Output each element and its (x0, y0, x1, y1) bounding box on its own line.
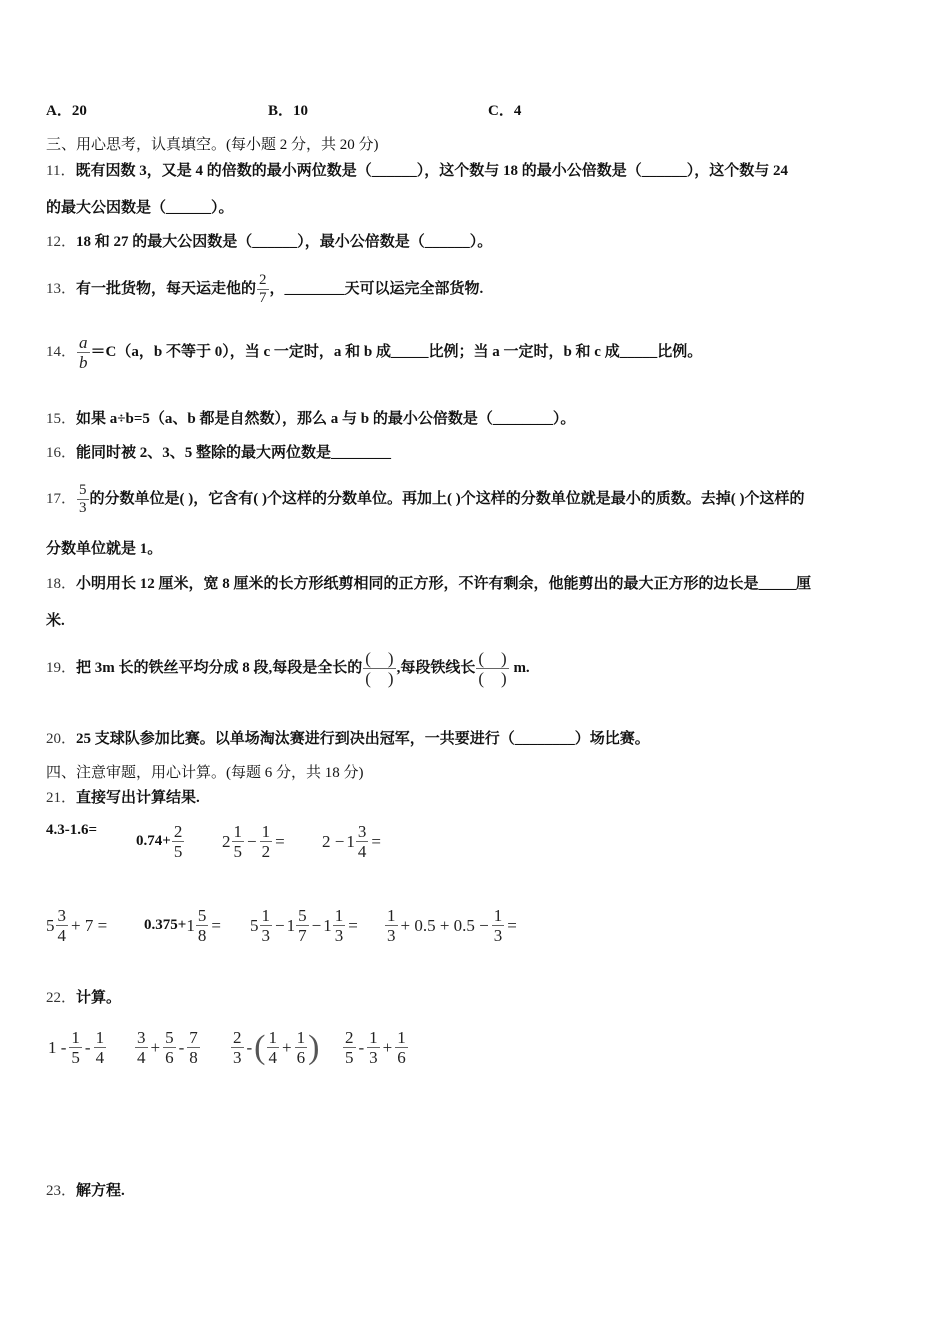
denominator: 3 (493, 926, 503, 945)
denominator: b (79, 353, 88, 373)
question-number: 18． (46, 576, 77, 592)
fraction (296, 906, 309, 945)
expression (134, 1028, 201, 1067)
operator: - (358, 1037, 365, 1057)
question-text: 能同时被 2、3、5 整除的最大两位数是________ (76, 445, 392, 461)
question-text: 有一批货物，每天运走他的 (76, 281, 257, 297)
operator: = (507, 915, 517, 935)
question-text: m. (509, 660, 530, 676)
numerator: 5 (165, 1028, 174, 1047)
denominator: 2 (261, 842, 271, 861)
fraction (135, 1028, 148, 1067)
denominator: 7 (298, 926, 307, 945)
numerator: 1 (261, 822, 271, 841)
whole-number: 1 (186, 915, 195, 935)
numerator: 1 (334, 906, 344, 925)
question-12 (46, 232, 492, 252)
question-18-cont: 米. (46, 613, 65, 629)
numerator: 5 (197, 906, 207, 925)
question-text: ＝C（a，b 不等于 0），当 c 一定时，a 和 b 成_____比例；当 a 一定时，b 和 c 成_____比例。 (90, 344, 703, 360)
numerator: 1 (71, 1028, 80, 1047)
question-text: ，________天可以运完全部货物. (269, 281, 484, 297)
fraction (163, 1028, 176, 1067)
numerator: 2 (173, 822, 183, 841)
question-18 (46, 574, 811, 594)
question-text: 解方程. (76, 1183, 125, 1199)
expression (250, 906, 360, 945)
question-number: 17． (46, 491, 77, 507)
numerator: 3 (357, 822, 367, 841)
operator: 2 − (322, 831, 345, 851)
numerator: 1 (369, 1028, 378, 1047)
operator: - (246, 1037, 253, 1057)
numerator: 1 (95, 1028, 105, 1047)
expression (46, 822, 97, 839)
question-22 (46, 988, 121, 1008)
question-20 (46, 729, 650, 749)
blank-fraction (476, 649, 508, 688)
fraction (94, 1028, 107, 1067)
whole-number: 5 (46, 915, 55, 935)
fraction (172, 822, 185, 861)
expression-text: 4.3-1.6= (46, 822, 98, 838)
numerator: 2 (259, 272, 267, 289)
denominator: 8 (197, 926, 207, 945)
operator: = (275, 831, 285, 851)
question-text: 把 3m 长的铁丝平均分成 8 段,每段是全长的 (76, 660, 363, 676)
fraction (187, 1028, 200, 1067)
question-21 (46, 788, 200, 808)
denominator: 6 (296, 1048, 306, 1067)
question-number: 22． (46, 990, 77, 1006)
parenthesis: ) (308, 1028, 320, 1066)
option-a: A．20 (46, 103, 87, 119)
fraction (77, 482, 89, 517)
question-14 (46, 330, 702, 374)
question-text: 计算。 (76, 990, 122, 1006)
numerator: 3 (137, 1028, 146, 1047)
option-c: C．4 (488, 103, 522, 119)
question-number: 14． (46, 344, 77, 360)
question-number: 23． (46, 1183, 77, 1199)
question-text: 如果 a÷b=5（a、b 都是自然数），那么 a 与 b 的最小公倍数是（________）。 (76, 411, 576, 427)
operator: + 7 = (71, 915, 108, 935)
fraction (231, 1028, 244, 1067)
operator: + 0.5 + 0.5 − (400, 915, 489, 935)
operator: = (348, 915, 358, 935)
numerator: 1 (387, 906, 396, 925)
whole-number: 5 (250, 915, 259, 935)
expression (46, 906, 109, 945)
question-number: 20． (46, 731, 77, 747)
operator: + (150, 1037, 161, 1057)
numerator: 1 (268, 1028, 277, 1047)
numerator-blank: ( ) (365, 649, 394, 669)
expression (384, 906, 519, 945)
whole-number: 1 (286, 915, 296, 935)
denominator: 5 (345, 1048, 354, 1067)
expression (320, 822, 383, 861)
question-number: 19． (46, 660, 77, 676)
question-text: 既有因数 3，又是 4 的倍数的最小两位数是（______），这个数与 18 的最小公倍数是（______），这个数与 24 (75, 163, 788, 179)
question-23 (46, 1181, 125, 1201)
fraction (232, 822, 245, 861)
parenthesis: ( (254, 1028, 266, 1066)
numerator: 5 (298, 906, 307, 925)
denominator: 3 (369, 1048, 378, 1067)
fraction (356, 822, 369, 861)
denominator: 3 (387, 926, 396, 945)
numerator: 5 (79, 482, 87, 499)
question-16 (46, 443, 391, 463)
denominator: 4 (137, 1048, 146, 1067)
expression (46, 1028, 107, 1067)
question-text: 直接写出计算结果. (76, 790, 200, 806)
question-number: 16． (46, 445, 77, 461)
numerator: a (79, 333, 88, 353)
denominator: 3 (79, 500, 87, 517)
question-text: 的分数单位是( )，它含有( )个这样的分数单位。再加上( )个这样的分数单位就是最小的质数。去掉( )个这样的 (89, 491, 805, 507)
operator: − (311, 915, 322, 935)
denominator: 7 (259, 290, 267, 307)
expression-text: 0.74+ (136, 833, 171, 849)
numerator: 1 (261, 906, 270, 925)
fraction (257, 272, 269, 307)
whole-number: 1 (346, 831, 355, 851)
operator: = (371, 831, 381, 851)
question-number: 11． (46, 163, 76, 179)
denominator: 5 (71, 1048, 80, 1067)
fraction (267, 1028, 280, 1067)
numerator: 7 (189, 1028, 198, 1047)
question-text: 25 支球队参加比赛。以单场淘汰赛进行到决出冠军，一共要进行（________）场比赛。 (76, 731, 650, 747)
numerator: 1 (296, 1028, 306, 1047)
question-19 (46, 645, 530, 691)
denominator: 8 (189, 1048, 198, 1067)
denominator: 4 (57, 926, 66, 945)
operator: − (275, 915, 285, 935)
numerator: 1 (233, 822, 242, 841)
question-text: 18 和 27 的最大公因数是（______），最小公倍数是（______）。 (76, 234, 493, 250)
question-number: 21． (46, 790, 77, 806)
question-number: 15． (46, 411, 77, 427)
expression (136, 822, 185, 861)
denominator: 5 (233, 842, 242, 861)
question-11-cont: 的最大公因数是（______）。 (46, 200, 234, 216)
question-15 (46, 409, 575, 429)
question-number: 13． (46, 281, 77, 297)
numerator-blank: ( ) (478, 649, 507, 669)
denominator: 3 (334, 926, 344, 945)
question-number: 12． (46, 234, 77, 250)
denominator-blank: ( ) (478, 669, 507, 689)
operator: - (84, 1037, 91, 1057)
blank-fraction (363, 649, 395, 688)
fraction (260, 822, 273, 861)
denominator: 5 (173, 842, 183, 861)
numerator: 1 (397, 1028, 406, 1047)
fraction (385, 906, 398, 945)
operator: − (247, 831, 257, 851)
denominator: 4 (357, 842, 367, 861)
question-17-cont: 分数单位就是 1。 (46, 541, 163, 557)
fraction (196, 906, 209, 945)
fraction (295, 1028, 308, 1067)
question-17 (46, 478, 804, 520)
numerator: 3 (57, 906, 66, 925)
question-text: 小明用长 12 厘米，宽 8 厘米的长方形纸剪相同的正方形，不许有剩余，他能剪出的最大正方形的边长是_____厘 (76, 576, 812, 592)
expression (144, 906, 223, 945)
denominator: 6 (397, 1048, 406, 1067)
denominator: 3 (233, 1048, 242, 1067)
expression (230, 1028, 319, 1067)
fraction (367, 1028, 380, 1067)
denominator: 4 (268, 1048, 277, 1067)
expression (222, 822, 287, 861)
whole-number: 1 (323, 915, 332, 935)
whole-number: 2 (222, 831, 231, 851)
fraction (77, 333, 90, 372)
question-text: ,每段铁线长 (396, 660, 476, 676)
fraction (69, 1028, 82, 1067)
fraction (260, 906, 273, 945)
question-13 (46, 270, 483, 308)
denominator: 4 (95, 1048, 105, 1067)
denominator: 3 (261, 926, 270, 945)
fraction (395, 1028, 408, 1067)
denominator-blank: ( ) (365, 669, 394, 689)
expression-text: 0.375+ (144, 917, 187, 933)
operator: 1 - (48, 1037, 67, 1057)
fraction (56, 906, 69, 945)
operator: - (178, 1037, 185, 1057)
denominator: 6 (165, 1048, 174, 1067)
numerator: 1 (493, 906, 503, 925)
section-3-heading: 三、用心思考，认真填空。(每小题 2 分，共 20 分) (46, 137, 379, 153)
operator: = (211, 915, 221, 935)
numerator: 2 (233, 1028, 242, 1047)
question-11 (46, 161, 788, 181)
operator: + (282, 1037, 292, 1057)
option-b: B．10 (268, 103, 309, 119)
fraction (333, 906, 346, 945)
section-4-heading: 四、注意审题，用心计算。(每题 6 分，共 18 分) (46, 765, 364, 781)
operator: + (382, 1037, 393, 1057)
expression (342, 1028, 409, 1067)
fraction (492, 906, 505, 945)
numerator: 2 (345, 1028, 354, 1047)
fraction (343, 1028, 356, 1067)
